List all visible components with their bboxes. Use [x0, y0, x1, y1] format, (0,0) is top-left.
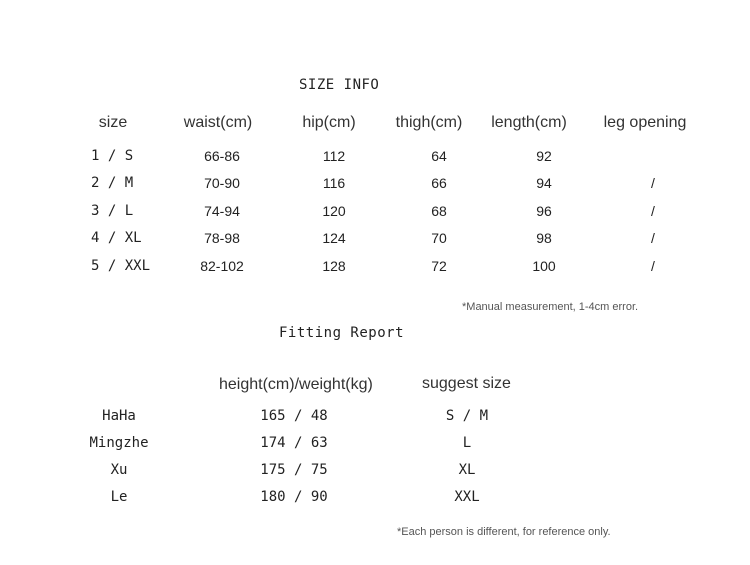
- header-hip: hip(cm): [302, 114, 356, 131]
- size-cell: 4 / XL: [91, 230, 142, 246]
- waist-cell: 78-98: [204, 230, 240, 246]
- person-name: Le: [110, 489, 128, 505]
- leg-opening-cell: /: [651, 175, 655, 191]
- height-weight-cell: 180 / 90: [260, 489, 328, 505]
- size-cell: 2 / M: [91, 175, 134, 191]
- size-cell: 3 / L: [91, 203, 134, 219]
- waist-cell: 70-90: [204, 175, 240, 191]
- person-name: Mingzhe: [89, 435, 149, 451]
- header-leg-opening: leg opening: [603, 114, 687, 131]
- height-weight-cell: 165 / 48: [260, 408, 328, 424]
- size-info-title: SIZE INFO: [299, 77, 380, 93]
- thigh-cell: 64: [431, 148, 447, 164]
- size-cell: 5 / XXL: [91, 258, 151, 274]
- length-cell: 94: [536, 175, 552, 191]
- hip-cell: 120: [322, 203, 346, 219]
- leg-opening-cell: /: [651, 203, 655, 219]
- length-cell: 96: [536, 203, 552, 219]
- hip-cell: 124: [322, 230, 346, 246]
- length-cell: 98: [536, 230, 552, 246]
- suggest-size-cell: XXL: [454, 489, 480, 505]
- waist-cell: 66-86: [204, 148, 240, 164]
- measurement-note: *Manual measurement, 1-4cm error.: [462, 301, 639, 313]
- leg-opening-cell: /: [651, 230, 655, 246]
- hip-cell: 128: [322, 258, 346, 274]
- suggest-size-cell: S / M: [445, 408, 489, 424]
- hip-cell: 112: [322, 148, 346, 164]
- person-name: Xu: [110, 462, 128, 478]
- header-thigh: thigh(cm): [395, 114, 463, 131]
- thigh-cell: 68: [431, 203, 447, 219]
- height-weight-cell: 174 / 63: [260, 435, 328, 451]
- leg-opening-cell: /: [651, 258, 655, 274]
- length-cell: 100: [532, 258, 556, 274]
- fitting-report-title: Fitting Report: [279, 325, 405, 341]
- reference-note: *Each person is different, for reference only.: [397, 526, 611, 538]
- thigh-cell: 72: [431, 258, 447, 274]
- thigh-cell: 66: [431, 175, 447, 191]
- header-waist: waist(cm): [183, 114, 253, 131]
- person-name: HaHa: [102, 408, 136, 424]
- waist-cell: 82-102: [200, 258, 244, 274]
- header-height-weight: height(cm)/weight(kg): [219, 376, 373, 393]
- height-weight-cell: 175 / 75: [260, 462, 328, 478]
- suggest-size-cell: L: [462, 435, 472, 451]
- size-cell: 1 / S: [91, 148, 134, 164]
- header-length: length(cm): [491, 114, 567, 131]
- length-cell: 92: [536, 148, 552, 164]
- suggest-size-cell: XL: [458, 462, 476, 478]
- header-size: size: [98, 114, 128, 131]
- waist-cell: 74-94: [204, 203, 240, 219]
- hip-cell: 116: [322, 175, 346, 191]
- thigh-cell: 70: [431, 230, 447, 246]
- header-suggest-size: suggest size: [422, 375, 511, 392]
